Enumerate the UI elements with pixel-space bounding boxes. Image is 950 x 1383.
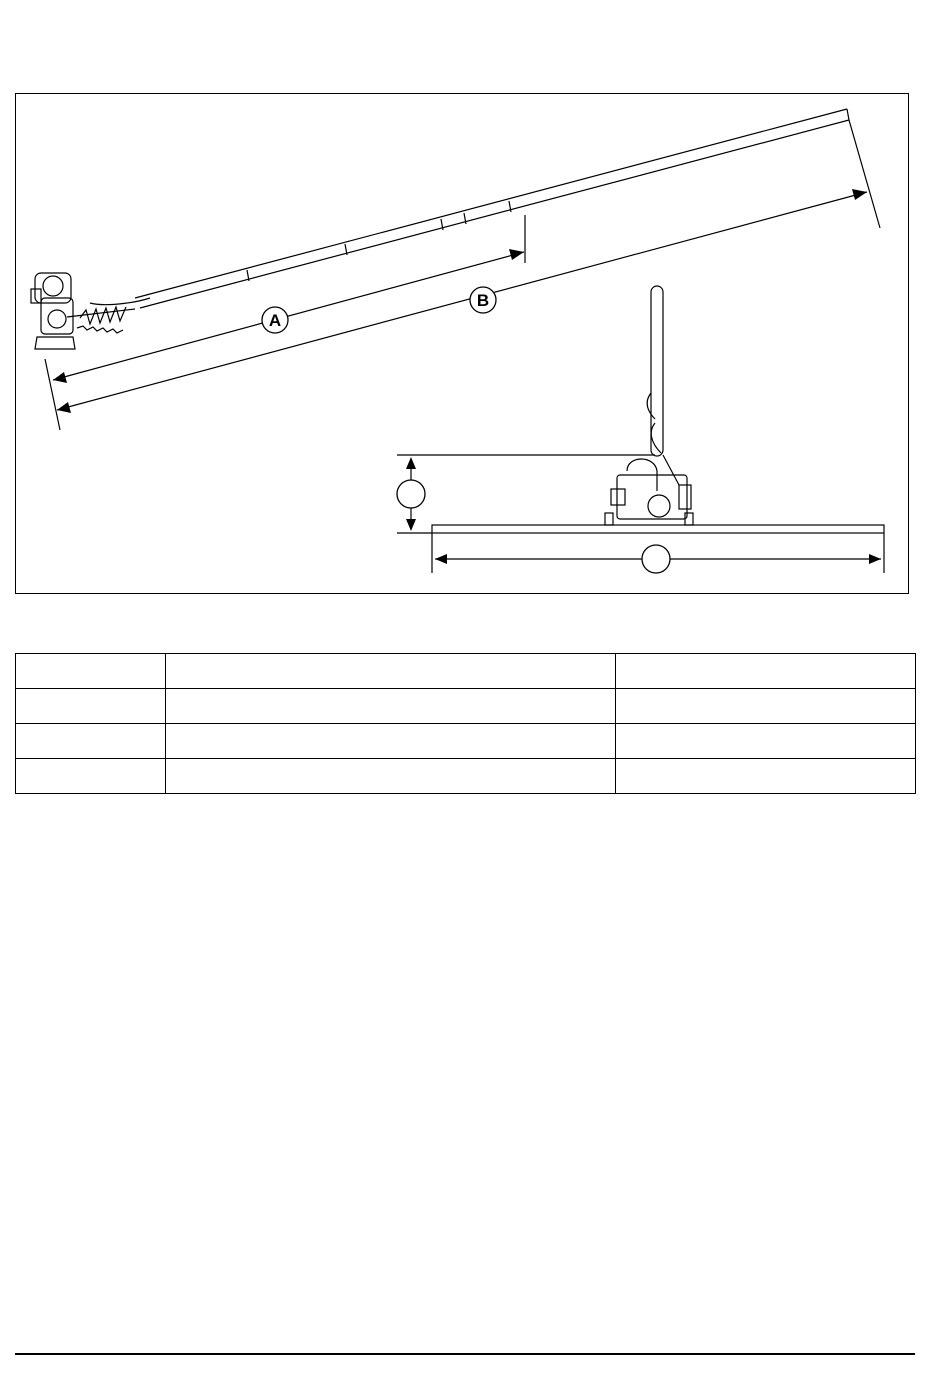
callout-a: [262, 307, 288, 333]
table-cell: [166, 654, 616, 689]
table-cell: [166, 689, 616, 724]
table-cell: [16, 689, 166, 724]
arrowhead: [53, 372, 67, 383]
table-cell: [616, 759, 916, 794]
dimension-line-height: [397, 455, 655, 533]
arrowhead: [406, 457, 416, 469]
dimension-line-b: [57, 120, 880, 410]
footer-rule: [15, 1353, 915, 1355]
arrowhead: [57, 402, 71, 413]
arrowhead: [406, 519, 416, 531]
arrowhead: [852, 189, 867, 200]
callout-a-label: A: [268, 311, 282, 330]
table-row: [16, 724, 916, 759]
callout-b: [470, 287, 496, 313]
specification-table: [15, 653, 916, 794]
extended-pole-drawing: [31, 109, 849, 349]
table-row: [16, 689, 916, 724]
table-cell: [616, 724, 916, 759]
callout-c: [397, 480, 425, 508]
table-row: [16, 654, 916, 689]
table-cell: [16, 724, 166, 759]
table-cell: [166, 759, 616, 794]
table-cell: [166, 724, 616, 759]
arrowhead: [435, 554, 447, 564]
table-cell: [16, 654, 166, 689]
table-cell: [616, 654, 916, 689]
table-row: [16, 759, 916, 794]
table-cell: [16, 759, 166, 794]
callout-d: [642, 545, 670, 573]
arrowhead: [869, 554, 881, 564]
table-cell: [616, 689, 916, 724]
callout-b-label: B: [476, 291, 490, 310]
dimension-figure: [15, 93, 909, 594]
arrowhead: [509, 249, 524, 260]
folded-machine-drawing: [605, 286, 693, 525]
